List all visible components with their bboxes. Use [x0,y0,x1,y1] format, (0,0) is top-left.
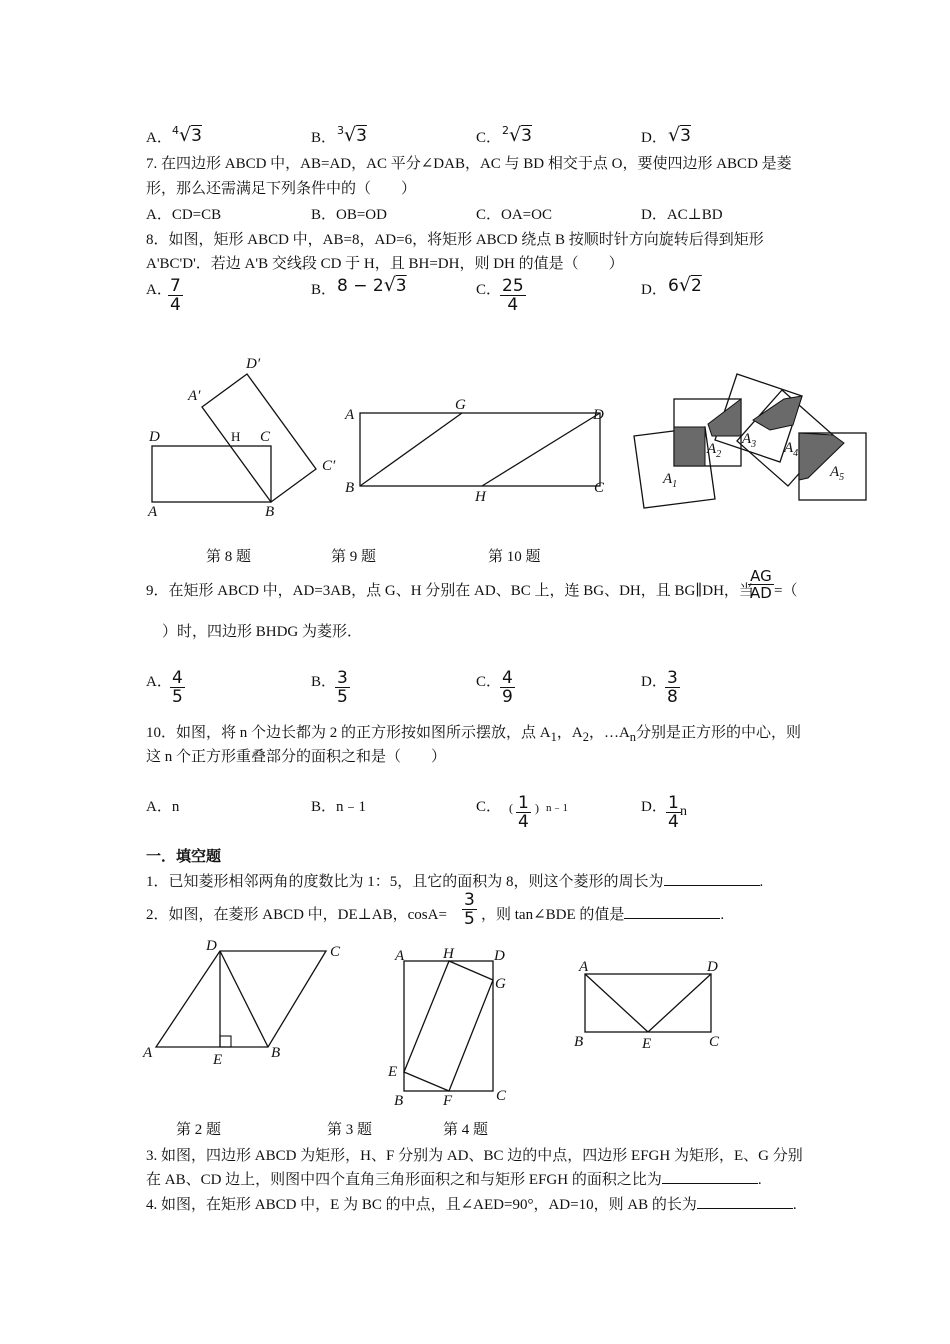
fig9-label-a: A [345,407,355,423]
fig9-label-h: H [475,489,486,505]
fig10-label-a3: $A_3$ [742,431,757,450]
caption-q9: 第 9 题 [331,549,377,565]
q9-ratio-fraction: $\frac{AG}{AD}$ [750,567,772,602]
q6-option-d-value: √3 [668,124,691,146]
fig3-label-g: G [495,976,506,992]
fig9-label-b: B [345,480,355,496]
fig2-label-c: C [330,944,341,960]
fill-q2-blank[interactable] [624,918,720,919]
figure-fill-q2 [140,935,350,1070]
q10-option-d-n: n [680,804,687,819]
fig2-label-e: E [213,1052,223,1068]
fig9-rect [360,413,600,486]
fig3-label-e: E [388,1064,398,1080]
q7-option-b: B．OB=OD [311,207,387,223]
q6-option-c-value: $^2$√3 [502,124,532,146]
caption-fill-q2: 第 2 题 [176,1122,222,1138]
fig10-overlap-1 [674,427,705,466]
q9-option-a-fraction: $\frac{4}{5}$ [172,668,183,707]
q9-stem-line1: 9．在矩形 ABCD 中，AD=3AB，点 G、H 分别在 AD、BC 上，连 BG、DH，且 BG∥DH，当 [146,583,754,599]
caption-fill-q4: 第 4 题 [443,1122,489,1138]
q7-stem-line2: 形，那么还需满足下列条件中的（ ） [146,181,417,197]
caption-fill-q3: 第 3 题 [327,1122,373,1138]
q8-option-d-value: 6√2 [668,274,702,296]
q10-stem-line2: 这 n 个正方形重叠部分的面积之和是（ ） [146,749,447,765]
fig3-label-h: H [443,946,454,962]
fig8-label-a-prime: A′ [188,388,201,404]
caption-q8: 第 8 题 [206,549,252,565]
q9-option-b-fraction: $\frac{3}{5}$ [337,668,348,707]
q10-option-c-exponent: n﹣1 [546,802,568,814]
fig8-label-c-prime: C′ [322,458,336,474]
q10-option-a: A．n [146,799,180,815]
q6-option-a-value: $^4$√3 [172,124,202,146]
fill-q2-b: ，则 tan∠BDE 的值是 . [481,907,725,923]
fig10-label-a5: $A_5$ [830,464,845,483]
fill-q4-blank[interactable] [697,1208,793,1209]
fig10-label-a1: $A_1$ [663,471,678,490]
q7-option-c: C．OA=OC [476,207,552,223]
fig2-label-d: D [206,938,217,954]
q8-option-b: B． [311,282,337,298]
fill-q2-cos-fraction: $\frac{3}{5}$ [464,890,475,929]
q7-option-a: A．CD=CB [146,207,222,223]
fig4-label-d: D [707,959,718,975]
fig2-label-b: B [271,1045,281,1061]
fig9-label-d: D [593,407,604,423]
q10-option-c-paren-open: ( [509,801,513,815]
fill-q3-line2: 在 AB、CD 边上，则图中四个直角三角形面积之和与矩形 EFGH 的面积之比为 . [146,1172,762,1188]
fig4-label-c: C [709,1034,720,1050]
fig3-label-c: C [496,1088,507,1104]
fig4-line-de [648,974,711,1032]
fill-q3-blank[interactable] [662,1183,758,1184]
figure-q8 [140,350,360,525]
q8-option-a-fraction: $\frac{7}{4}$ [170,276,181,315]
caption-q10: 第 10 题 [488,549,541,565]
fig9-label-g: G [455,397,466,413]
q9-stem-after: =（ [774,583,798,599]
fig4-label-b: B [574,1034,584,1050]
fig9-label-c: C [594,480,605,496]
figure-fill-q3 [385,942,520,1110]
q8-option-c: C． [476,282,502,298]
q6-option-d: D． [641,130,667,146]
q9-option-a: A． [146,674,172,690]
fig3-label-d: D [494,948,505,964]
fill-q1: 1．已知菱形相邻两角的度数比为 1：5，且它的面积为 8，则这个菱形的周长为 . [146,874,764,890]
figure-q9 [340,395,620,505]
fig4-label-e: E [642,1036,652,1052]
fill-q1-blank[interactable] [664,885,760,886]
q10-option-d: D． [641,799,667,815]
q8-stem-line1: 8．如图，矩形 ABCD 中，AB=8，AD=6，将矩形 ABCD 绕点 B 按顺时针方向旋转后得到矩形 [146,232,764,248]
q7-option-d: D．AC⊥BD [641,207,723,223]
fig3-label-b: B [394,1093,404,1109]
fig8-label-b: B [265,504,275,520]
q9-option-d-fraction: $\frac{3}{8}$ [667,668,678,707]
q9-option-c-fraction: $\frac{4}{9}$ [502,668,513,707]
q10-option-d-fraction: $\frac{1}{4}$ [668,793,679,832]
fig8-rect-rotated [202,374,316,502]
q8-option-c-fraction: $\frac{25}{4}$ [502,276,524,315]
fig8-label-d-prime: D′ [246,356,261,372]
fig3-label-f: F [443,1093,453,1109]
figure-fill-q4 [570,955,735,1055]
q8-option-b-value: 8 − 2√3 [337,274,407,296]
fig9-line-bg [360,413,462,486]
fill-q4-line1: 4. 如图，在矩形 ABCD 中，E 为 BC 的中点，且∠AED=90°，AD=10，则 AB 的长为 . [146,1197,797,1213]
figure-q10 [628,370,873,515]
fig10-overlap-3 [753,396,802,430]
fig3-rect-abcd [404,961,493,1091]
q7-stem-line1: 7. 在四边形 ABCD 中，AB=AD，AC 平分∠DAB，AC 与 BD 相交于点 O，要使四边形 ABCD 是菱 [146,156,792,172]
q6-option-b-value: $^3$√3 [337,124,367,146]
fig3-rect-efgh [404,961,493,1091]
q9-option-b: B． [311,674,337,690]
fig8-rect-abcd [152,446,271,502]
q10-option-c: C． [476,799,502,815]
q10-option-c-paren-close: ) [535,801,539,815]
fig8-label-c: C [260,429,271,445]
fig8-label-d: D [149,429,160,445]
q10-stem-line1: 10．如图，将 n 个边长都为 2 的正方形按如图所示摆放，点 $A_1$，$A_2$，$\dots A_n$分别是正方形的中心，则 [146,725,802,744]
fig2-line-db [220,951,268,1047]
fig10-overlap-2 [708,399,741,436]
fig10-label-a4: $A_4$ [784,440,799,459]
q6-option-c: C． [476,130,502,146]
fig8-label-a: A [148,504,158,520]
fig9-line-hd [482,413,600,486]
fig4-rect [585,974,711,1032]
q10-option-c-fraction: $\frac{1}{4}$ [518,793,529,832]
fig4-label-a: A [579,959,589,975]
fig2-rhombus [156,951,326,1047]
q6-option-b: B． [311,130,337,146]
q8-stem-line2: A'BC'D'．若边 A'B 交线段 CD 于 H，且 BH=DH，则 DH 的值是（ ） [146,256,624,272]
q10-option-b: B．n﹣1 [311,799,367,815]
section-title: 一．填空题 [146,849,222,865]
fig2-right-angle [220,1036,231,1047]
q9-option-d: D． [641,674,667,690]
q6-option-a: A． [146,130,172,146]
fig10-label-a2: $A_2$ [707,441,722,460]
q8-option-d: D． [641,282,667,298]
fig8-label-h: H [231,429,241,444]
q9-stem-line2: ）时，四边形 BHDG 为菱形． [162,624,363,640]
fill-q2-a: 2．如图，在菱形 ABCD 中，DE⊥AB，cosA= [146,907,447,923]
fig3-label-a: A [395,948,405,964]
fig4-line-ae [585,974,648,1032]
q8-option-a: A． [146,282,172,298]
fill-q3-line1: 3. 如图，四边形 ABCD 为矩形，H、F 分别为 AD、BC 边的中点，四边形 EFGH 为矩形，E、G 分别 [146,1148,803,1164]
q9-option-c: C． [476,674,502,690]
fig2-label-a: A [143,1045,153,1061]
